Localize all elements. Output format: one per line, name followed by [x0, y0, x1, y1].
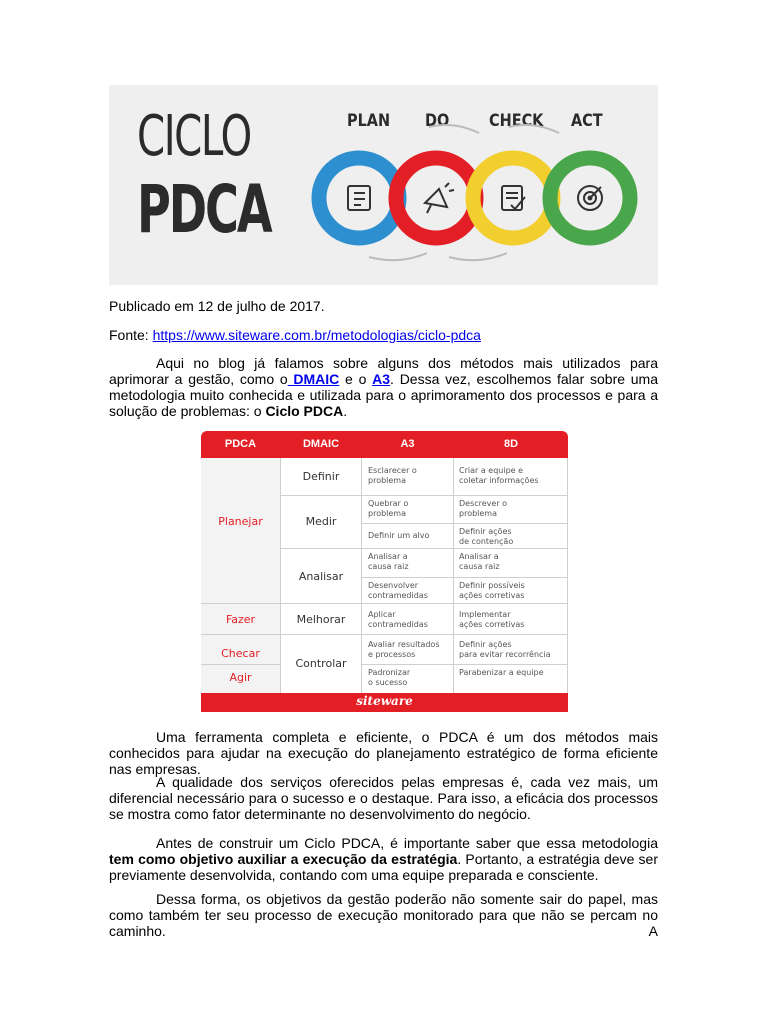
intro-text-1: Aqui no blog já falamos sobre alguns dos métodos mais utilizados para aprimorar a gestão, como o: [109, 355, 658, 387]
paragraph-4: Dessa forma, os objetivos da gestão poderão não somente sair do papel, mas como também ter seu processo de execução monitorado para que não se percam no caminho. A: [109, 891, 658, 939]
source-label: Fonte:: [109, 327, 153, 343]
p3-text-2: . Portanto, a estratégia deve ser previamente desenvolvida, contando com uma equipe preparada e consciente.: [109, 851, 659, 883]
a3-cell: Padronizar o sucesso: [368, 668, 411, 687]
paragraph-2: A qualidade dos serviços oferecidos pelas empresas é, cada vez mais, um diferencial necessário para o sucesso e o destaque. Para isso, a eficácia dos processos se mostra como fator determinante no desenvolvimento do negócio.: [109, 774, 658, 822]
a3-cell: Avaliar resultados e processos: [368, 640, 440, 659]
a3-cell: Quebrar o problema: [368, 499, 409, 518]
intro-text-4: .: [343, 403, 348, 419]
table-header: [201, 431, 568, 458]
a3-cell: Aplicar contramedidas: [368, 610, 428, 629]
phase-act-label: ACT: [571, 111, 603, 131]
target-icon: [578, 186, 602, 210]
header-dmaic: DMAIC: [302, 438, 340, 450]
dmaic-melhorar: Melhorar: [296, 613, 346, 626]
pdca-banner-image: [109, 85, 658, 285]
dmaic-analisar: Analisar: [298, 570, 344, 583]
pdca-rings-graphic: [109, 85, 658, 285]
checklist-icon: [348, 186, 370, 210]
do-ring: [396, 158, 476, 238]
pdca-agir: Agir: [229, 671, 252, 684]
pdca-checar: Checar: [221, 647, 260, 660]
document-check-icon: [502, 186, 525, 210]
phase-check-label: CHECK: [489, 111, 544, 131]
source-line: [109, 327, 481, 343]
dmaic-definir: Definir: [302, 470, 340, 483]
source-link[interactable]: https://www.siteware.com.br/metodologias/ciclo-pdca: [152, 327, 481, 343]
d8-cell: Definir ações de contenção: [459, 527, 514, 546]
pdca-fazer: Fazer: [225, 613, 256, 626]
a3-link[interactable]: A3: [372, 371, 391, 387]
dmaic-controlar: Controlar: [295, 657, 347, 670]
siteware-logo: siteware: [356, 694, 413, 708]
pdca-planejar: Planejar: [218, 515, 263, 528]
phase-do-label: DO: [425, 111, 450, 131]
d8-cell: Analisar a causa raiz: [459, 552, 500, 571]
banner-title-line2: PDCA: [137, 171, 271, 248]
banner-title-line1: CICLO: [137, 104, 251, 169]
comparison-table-image: [201, 431, 568, 712]
d8-cell: Implementar ações corretivas: [459, 610, 525, 629]
d8-cell: Definir possíveis ações corretivas: [459, 581, 525, 600]
dmaic-medir: Medir: [305, 515, 337, 528]
header-a3: A3: [400, 438, 415, 450]
header-8d: 8D: [503, 438, 519, 450]
a3-cell: Analisar a causa raiz: [368, 552, 409, 571]
intro-text-2: e o: [339, 371, 373, 387]
published-date: Publicado em 12 de julho de 2017.: [109, 298, 325, 314]
d8-cell: Descrever o problema: [459, 499, 508, 518]
table-footer: [201, 693, 568, 712]
intro-paragraph: [109, 355, 658, 419]
p3-text-1: Antes de construir um Ciclo PDCA, é importante saber que essa metodologia: [156, 835, 658, 851]
d8-cell: Parabenizar a equipe: [459, 668, 544, 677]
intro-text-3: . Dessa vez, escolhemos falar sobre uma metodologia muito conhecida e utilizada para o aprimoramento dos processos e para a solução de problemas: o: [109, 371, 659, 419]
paragraph-1: Uma ferramenta completa e eficiente, o PDCA é um dos métodos mais conhecidos para ajudar na execução do planejamento estratégico de forma eficiente nas empresas.: [109, 729, 658, 777]
megaphone-icon: [425, 183, 454, 213]
p3-bold: tem como objetivo auxiliar a execução da estratégia: [109, 851, 458, 867]
a3-cell: Desenvolver contramedidas: [368, 581, 428, 600]
d8-cell: Definir ações para evitar recorrência: [459, 640, 551, 659]
dmaic-link[interactable]: DMAIC: [287, 371, 340, 387]
ciclo-pdca-bold: Ciclo PDCA: [265, 403, 344, 419]
paragraph-3: [109, 835, 658, 883]
phase-plan-label: PLAN: [347, 111, 391, 131]
header-pdca: PDCA: [224, 438, 257, 450]
d8-cell: Criar a equipe e coletar informações: [459, 466, 539, 485]
a3-cell: Esclarecer o problema: [368, 466, 417, 485]
a3-cell: Definir um alvo: [368, 531, 430, 540]
